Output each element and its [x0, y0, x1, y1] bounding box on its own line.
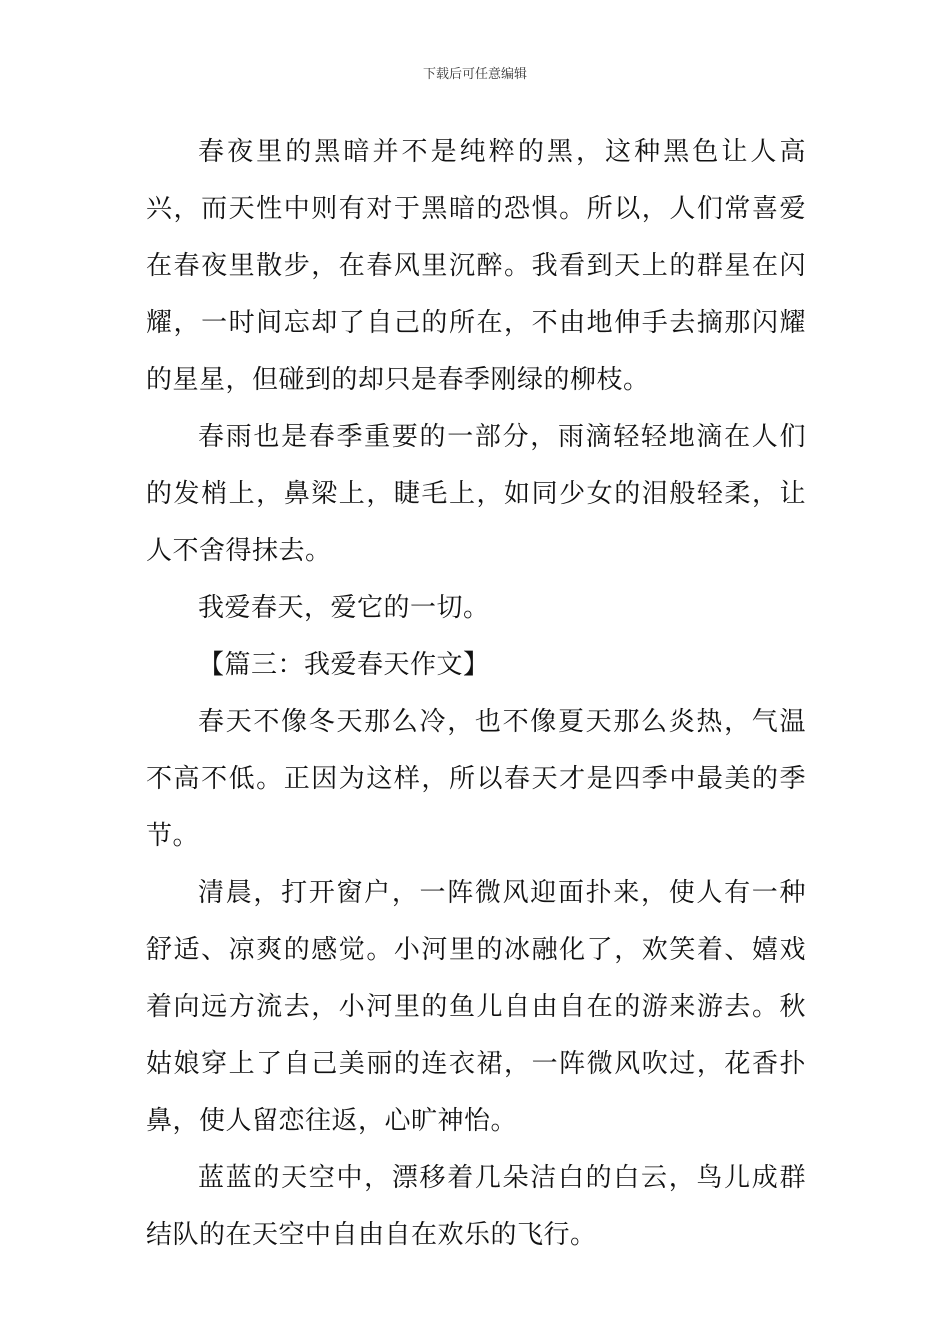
document-body — [146, 124, 806, 1264]
section-heading: 【篇三：我爱春天作文】 — [198, 650, 490, 680]
paragraph: 我爱春天，爱它的一切。 — [198, 593, 490, 623]
paragraph: 蓝蓝的天空中，漂移着几朵洁白的白云，鸟儿成群结队的在天空中自由自在欢乐的飞行。 — [146, 1163, 806, 1250]
paragraph: 春天不像冬天那么冷，也不像夏天那么炎热，气温不高不低。正因为这样，所以春天才是四季中最美的季节。 — [146, 707, 806, 851]
paragraph: 春夜里的黑暗并不是纯粹的黑，这种黑色让人高兴，而天性中则有对于黑暗的恐惧。所以，人们常喜爱在春夜里散步，在春风里沉醉。我看到天上的群星在闪耀，一时间忘却了自己的所在，不由地伸手去摘那闪耀的星星，但碰到的却只是春季刚绿的柳枝。 — [146, 137, 806, 395]
page-header: 下载后可任意编辑 — [422, 67, 527, 82]
paragraph: 清晨，打开窗户，一阵微风迎面扑来，使人有一种舒适、凉爽的感觉。小河里的冰融化了，欢笑着、嬉戏着向远方流去，小河里的鱼儿自由自在的游来游去。秋姑娘穿上了自己美丽的连衣裙，一阵微风吹过，花香扑鼻，使人留恋往返，心旷神怡。 — [146, 878, 806, 1136]
paragraph: 春雨也是春季重要的一部分，雨滴轻轻地滴在人们的发梢上，鼻梁上，睫毛上，如同少女的泪般轻柔，让人不舍得抹去。 — [146, 422, 806, 566]
